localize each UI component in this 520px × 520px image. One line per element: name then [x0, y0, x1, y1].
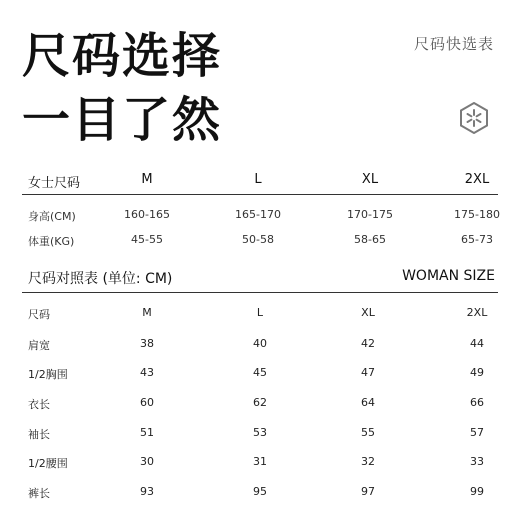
size-table-cell: 97 — [361, 485, 375, 498]
size-table-cell: 53 — [253, 426, 267, 439]
size-table-cell: 66 — [470, 396, 484, 409]
size-table-cell: 43 — [140, 366, 154, 379]
quick-table-row-label: 体重(KG) — [28, 235, 75, 248]
size-table-cell: 47 — [361, 366, 375, 379]
quick-table-header-xl: XL — [361, 172, 379, 187]
size-table-cell: 45 — [253, 366, 267, 379]
quick-table-cell: 50-58 — [242, 233, 274, 246]
size-table-category: WOMAN SIZE — [402, 268, 495, 284]
quick-table-row-label: 身高(CM) — [28, 210, 76, 223]
quick-table-header-l: L — [254, 172, 262, 187]
quick-table-header-2xl: 2XL — [464, 172, 490, 187]
size-table-cell: 62 — [253, 396, 267, 409]
size-table-header-xl: XL — [361, 306, 375, 319]
quick-table-header-m: M — [141, 172, 153, 187]
size-table-divider — [22, 292, 498, 293]
quick-table-header-label: 女士尺码 — [28, 176, 81, 191]
size-table-cell: 55 — [361, 426, 375, 439]
size-table-cell: 60 — [140, 396, 154, 409]
size-table-header-l: L — [256, 306, 264, 319]
size-table-row-label: 1/2胸围 — [28, 368, 68, 381]
page-subtitle: 尺码快选表 — [413, 35, 494, 53]
size-table-cell: 33 — [470, 455, 484, 468]
size-table-cell: 44 — [470, 337, 484, 350]
size-table-title: 尺码对照表 (单位: CM) — [28, 271, 173, 287]
size-table-row-label: 袖长 — [28, 428, 50, 441]
size-table-row-label: 肩宽 — [28, 339, 50, 352]
quick-table-cell: 58-65 — [354, 233, 386, 246]
size-table-cell: 49 — [470, 366, 484, 379]
size-table-row-label: 1/2腰围 — [28, 457, 68, 470]
size-table-cell: 40 — [253, 337, 267, 350]
size-table-cell: 99 — [470, 485, 484, 498]
size-table-cell: 64 — [361, 396, 375, 409]
size-table-header-m: M — [142, 306, 152, 319]
size-table-cell: 93 — [140, 485, 154, 498]
quick-table-cell: 170-175 — [347, 208, 393, 221]
size-table-cell: 31 — [253, 455, 267, 468]
size-table-cell: 38 — [140, 337, 154, 350]
quick-table-cell: 160-165 — [124, 208, 170, 221]
quick-table-cell: 45-55 — [131, 233, 163, 246]
size-table-cell: 32 — [361, 455, 375, 468]
size-table-row-label: 裤长 — [28, 487, 50, 500]
brand-logo-icon — [458, 102, 490, 134]
size-table-row-label: 衣长 — [28, 398, 50, 411]
quick-table-cell: 165-170 — [235, 208, 281, 221]
size-table-cell: 51 — [140, 426, 154, 439]
size-table-header-label: 尺码 — [28, 308, 50, 321]
size-table-cell: 57 — [470, 426, 484, 439]
size-table-header-2xl: 2XL — [466, 306, 488, 319]
size-table-cell: 30 — [140, 455, 154, 468]
quick-table-cell: 65-73 — [461, 233, 493, 246]
size-table-cell: 42 — [361, 337, 375, 350]
size-table-cell: 95 — [253, 485, 267, 498]
quick-table-cell: 175-180 — [454, 208, 500, 221]
quick-table-divider — [22, 194, 498, 195]
page-title-line-1: 尺码选择 — [22, 28, 223, 84]
page-title-line-2: 一目了然 — [22, 92, 223, 148]
